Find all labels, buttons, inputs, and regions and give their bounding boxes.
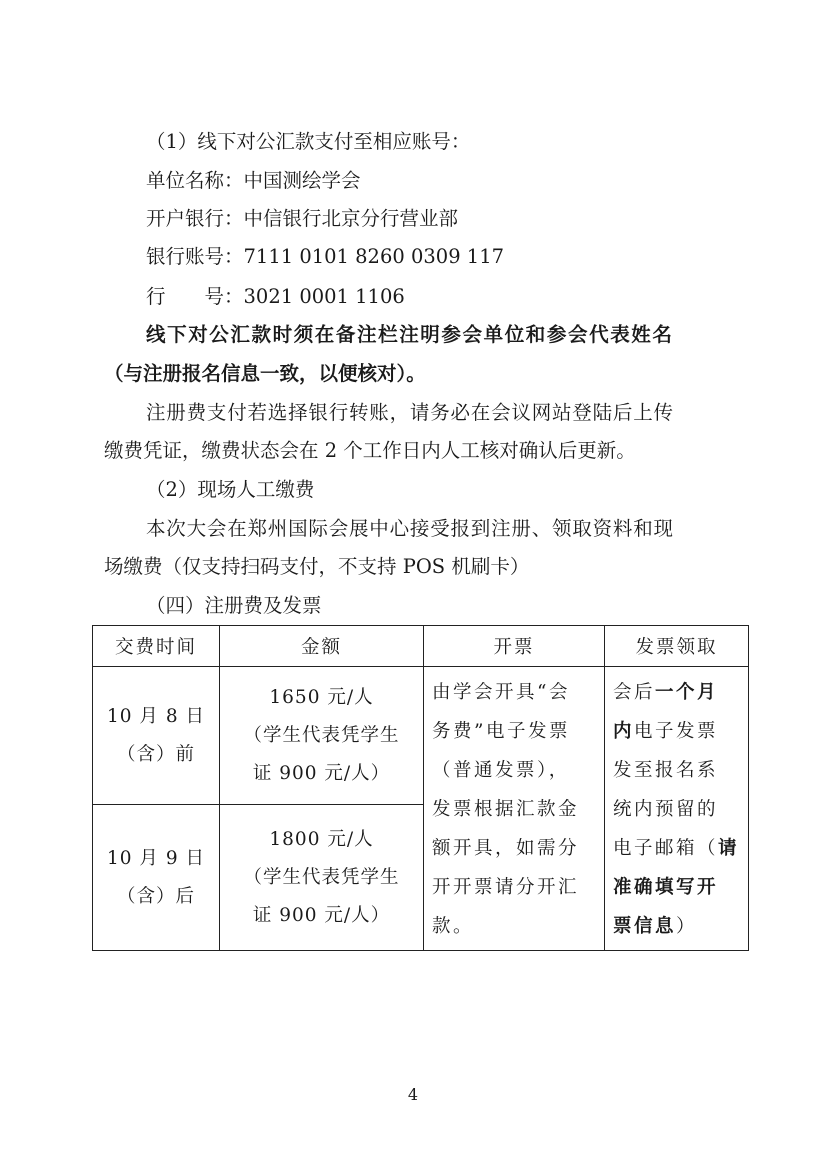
invoice-line: 款。: [432, 916, 475, 937]
paragraph-offline-transfer-heading: （1）线下对公汇款支付至相应账号：: [146, 130, 471, 153]
paragraph-remark-notice-cont: （与注册报名信息一致，以便核对）。: [104, 362, 426, 385]
header-payment-time: 交费时间: [93, 626, 220, 667]
row2-time-line1: 10 月 9 日: [107, 847, 205, 869]
row2-amount: [220, 805, 424, 951]
paragraph-onsite-payment-note-cont: 场缴费（仅支持扫码支付，不支持 POS 机刷卡）: [104, 555, 530, 578]
paragraph-onsite-payment-note: 本次大会在郑州国际会展中心接受报到注册、领取资料和现: [146, 517, 674, 540]
table-header-row: [93, 626, 749, 667]
paragraph-bank-code: 行 号：3021 0001 1106: [146, 285, 405, 308]
pickup-line: [613, 673, 744, 712]
paragraph-account-number: 银行账号：7111 0101 8260 0309 117: [146, 245, 505, 268]
row2-amount-line2: （学生代表凭学生: [243, 866, 400, 888]
pickup-text: ）: [676, 916, 698, 937]
row1-amount-line2: （学生代表凭学生: [243, 724, 400, 746]
paragraph-remark-notice: 线下对公汇款时须在备注栏注明参会单位和参会代表姓名: [146, 323, 674, 346]
pickup-text-bold: 内: [613, 721, 635, 742]
table-row: [93, 667, 749, 805]
paragraph-bank-transfer-note: 注册费支付若选择银行转账，请务必在会议网站登陆后上传: [146, 401, 674, 424]
row1-amount: [220, 667, 424, 805]
pickup-line: [613, 907, 744, 946]
invoice-line: 务费”电子发票: [432, 721, 570, 742]
invoice-pickup-description: [605, 667, 749, 951]
pickup-line: [613, 712, 744, 751]
section-heading-fee-invoice: （四）注册费及发票: [146, 594, 322, 617]
paragraph-bank-transfer-note-cont: 缴费凭证，缴费状态会在 2 个工作日内人工核对确认后更新。: [104, 439, 636, 462]
invoice-line: 发票根据汇款金: [432, 799, 580, 820]
row1-amount-line1: 1650 元/人: [269, 686, 374, 708]
invoice-line: （普通发票），: [432, 760, 570, 781]
invoicing-description: [424, 667, 605, 951]
header-invoice-pickup: 发票领取: [605, 626, 749, 667]
row2-amount-line1: 1800 元/人: [269, 828, 374, 850]
invoice-line: 额开具，如需分: [432, 838, 580, 859]
pickup-text: 电子发票: [634, 721, 719, 742]
row1-amount-line3: 证 900 元/人）: [252, 762, 391, 784]
pickup-line: 发至报名系: [613, 760, 719, 781]
paragraph-bank-name: 开户银行：中信银行北京分行营业部: [146, 207, 459, 230]
pickup-line: 统内预留的: [613, 799, 719, 820]
page-number: 4: [407, 1085, 419, 1104]
row1-payment-time: [93, 667, 220, 805]
pickup-text-bold: 请: [718, 838, 740, 859]
header-amount: 金额: [220, 626, 424, 667]
pickup-text: 会后: [613, 682, 656, 703]
paragraph-unit-name: 单位名称：中国测绘学会: [146, 169, 361, 192]
pickup-text-bold: 票信息: [613, 916, 677, 937]
pickup-line: 准确填写开: [613, 877, 719, 898]
row2-time-line2: （含）后: [116, 885, 195, 907]
paragraph-onsite-payment-heading: （2）现场人工缴费: [146, 478, 315, 501]
header-invoicing: 开票: [424, 626, 605, 667]
row1-time-line2: （含）前: [116, 743, 195, 765]
pickup-line: [613, 829, 744, 868]
fee-invoice-table: [92, 625, 749, 951]
invoice-line: 开开票请分开汇: [432, 877, 580, 898]
row2-payment-time: [93, 805, 220, 951]
row1-time-line1: 10 月 8 日: [107, 705, 205, 727]
row2-amount-line3: 证 900 元/人）: [252, 904, 391, 926]
pickup-text-bold: 一个月: [655, 682, 719, 703]
pickup-text: 电子邮箱（: [613, 838, 719, 859]
invoice-line: 由学会开具“会: [432, 682, 570, 703]
